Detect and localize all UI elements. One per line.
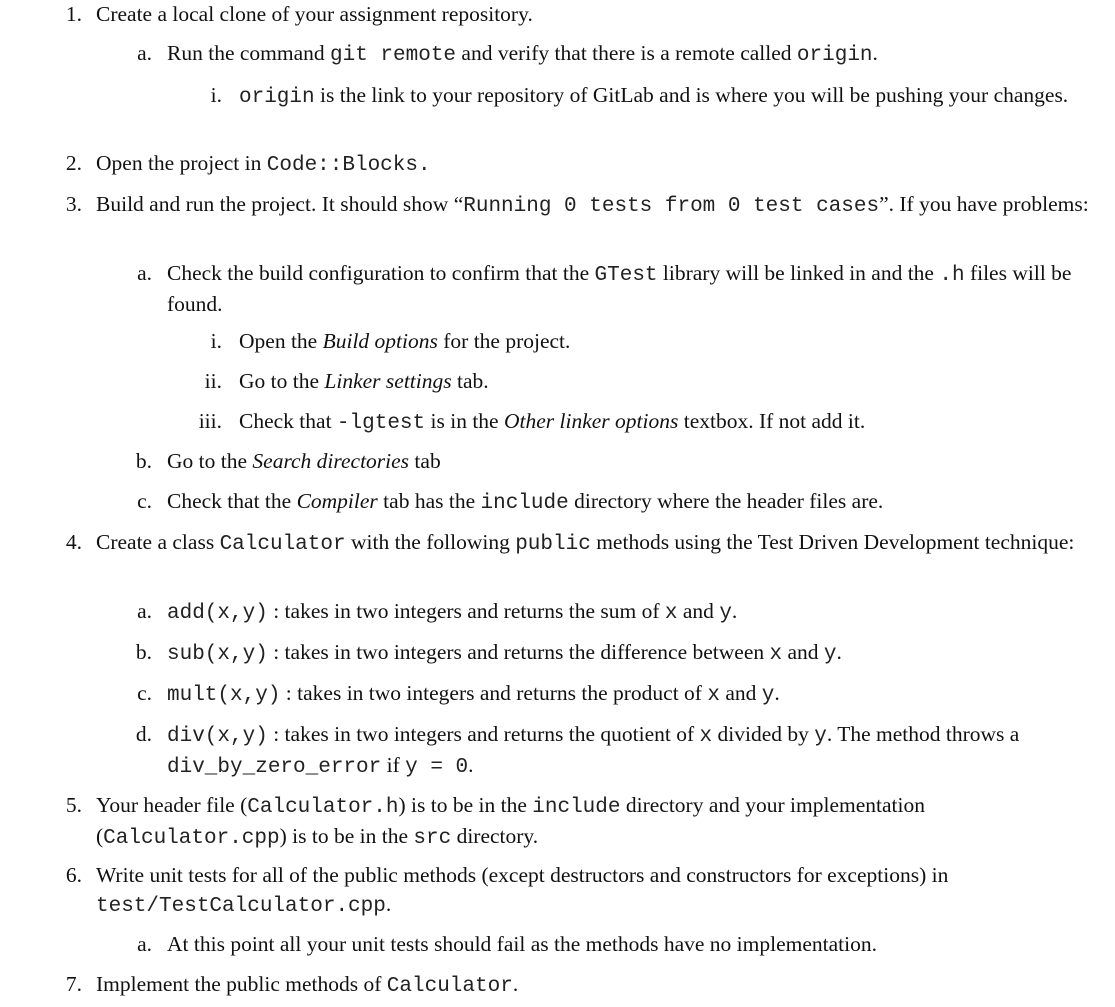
code-text: y = 0 (405, 756, 469, 779)
text-segment: tab (409, 449, 441, 473)
code-text: public (515, 533, 591, 556)
text-segment: . (731, 599, 738, 623)
text-segment: is the link to your repository of GitLab and is where you will be pushing your changes. (314, 83, 1069, 107)
text-segment: Check that the (167, 489, 297, 513)
code-text: origin (796, 44, 873, 67)
text-segment: Your header file ( (96, 793, 248, 817)
code-text: src (413, 827, 452, 850)
step-text (96, 861, 1101, 921)
code-text: test/TestCalculator.cpp (96, 895, 386, 918)
step-text (96, 0, 1101, 29)
code-text: .h (939, 264, 965, 287)
text-segment: Write unit tests for all of the public methods (except destructors and constructors for exceptions) in (96, 863, 949, 887)
code-text: -lgtest (336, 412, 426, 435)
text-segment: Create a class (96, 530, 220, 554)
list-marker: a. (137, 599, 152, 623)
text-segment: directory and your implementation ( (96, 793, 925, 848)
step-text (167, 679, 1087, 710)
code-text: y (719, 602, 732, 625)
code-text: y (814, 725, 827, 748)
code-text: Calculator.cpp (103, 827, 280, 850)
text-segment: directory where the header files are. (568, 489, 884, 513)
list-marker: a. (137, 932, 152, 956)
text-segment: and verify that there is a remote called (456, 41, 797, 65)
text-segment: if (381, 753, 406, 777)
text-segment: and (719, 681, 762, 705)
text-segment: ) is to be in the (279, 824, 414, 848)
text-segment: . (836, 640, 842, 664)
code-text: x (707, 684, 720, 707)
code-text: x (769, 643, 783, 666)
list-marker: a. (137, 41, 152, 65)
list-marker: c. (137, 489, 152, 513)
code-text: origin (239, 86, 315, 109)
list-marker: i. (210, 329, 222, 353)
emphasis-text: Compiler (296, 489, 378, 513)
code-text: x (699, 725, 713, 748)
text-segment: : takes in two integers and returns the difference between (267, 640, 770, 664)
list-marker: b. (135, 449, 152, 473)
text-segment: Go to the (239, 369, 325, 393)
text-segment: Open the project in (96, 151, 267, 175)
list-marker: 2. (65, 151, 82, 175)
text-segment: directory. (451, 824, 539, 848)
text-segment: Check that (239, 409, 337, 433)
step-text (239, 81, 1109, 112)
text-segment: : takes in two integers and returns the quotient of (267, 722, 700, 746)
step-text (167, 638, 1087, 669)
text-segment: divided by (712, 722, 815, 746)
code-text: y (823, 643, 837, 666)
text-segment: ”. If you have problems: (879, 192, 1089, 216)
code-text: mult(x,y) (167, 684, 281, 707)
step-text (96, 149, 1101, 180)
list-marker: 5. (65, 793, 82, 817)
text-segment: Check the build configuration to confirm that the (167, 261, 595, 285)
list-marker: a. (137, 261, 152, 285)
step-text (96, 190, 1101, 221)
code-text: Calculator (219, 533, 346, 556)
text-segment: Create a local clone of your assignment repository. (96, 2, 533, 26)
code-text: Calculator (386, 975, 513, 998)
code-text: x (664, 602, 678, 625)
step-text (167, 487, 1087, 518)
text-segment: Implement the public methods of (96, 972, 387, 996)
text-segment: . (872, 41, 878, 65)
code-text: include (532, 796, 621, 819)
list-marker: c. (137, 681, 152, 705)
list-marker: i. (210, 83, 222, 107)
text-segment: At this point all your unit tests should fail as the methods have no implementation. (167, 932, 878, 956)
text-segment: . (512, 972, 519, 996)
step-text (239, 407, 1109, 438)
emphasis-text: Build options (322, 329, 438, 353)
code-text: y (761, 684, 775, 707)
text-segment: Run the command (167, 41, 331, 65)
list-marker: 1. (65, 2, 82, 26)
code-text: Code::Blocks. (266, 154, 431, 177)
text-segment: ) is to be in the (398, 793, 533, 817)
text-segment: tab. (451, 369, 489, 393)
text-segment: : takes in two integers and returns the product of (280, 681, 708, 705)
step-text (96, 970, 1101, 1001)
text-segment: Open the (239, 329, 323, 353)
text-segment: for the project. (437, 329, 571, 353)
step-text (167, 720, 1087, 782)
text-segment: and (782, 640, 824, 664)
text-segment: textbox. If not add it. (678, 409, 866, 433)
step-text (96, 528, 1101, 559)
code-text: div(x,y) (167, 725, 268, 748)
text-segment: Build and run the project. It should show “ (96, 192, 464, 216)
code-text: GTest (594, 264, 658, 287)
list-marker: 3. (65, 192, 82, 216)
code-text: include (480, 492, 569, 515)
text-segment: . (774, 681, 780, 705)
text-segment: Go to the (167, 449, 253, 473)
code-text: add(x,y) (167, 602, 268, 625)
text-segment: . (385, 892, 392, 916)
list-marker: d. (135, 722, 152, 746)
emphasis-text: Linker settings (324, 369, 452, 393)
list-marker: iii. (198, 409, 222, 433)
text-segment: files will be found. (167, 261, 1072, 316)
text-segment: methods using the Test Driven Development technique: (590, 530, 1075, 554)
text-segment: tab has the (377, 489, 481, 513)
step-text (239, 367, 1109, 396)
code-text: sub(x,y) (167, 643, 268, 666)
text-segment: with the following (345, 530, 516, 554)
emphasis-text: Search directories (252, 449, 410, 473)
text-segment: and (677, 599, 720, 623)
code-text: div_by_zero_error (167, 756, 382, 779)
code-text: Calculator.h (247, 796, 399, 819)
list-marker: 6. (65, 863, 82, 887)
emphasis-text: Other linker options (503, 409, 679, 433)
list-marker: ii. (204, 369, 222, 393)
list-marker: 7. (65, 972, 82, 996)
code-text: Running 0 tests from 0 test cases (463, 195, 880, 218)
text-segment: library will be linked in and the (657, 261, 940, 285)
list-marker: b. (135, 640, 152, 664)
text-segment: : takes in two integers and returns the sum of (267, 599, 665, 623)
code-text: git remote (330, 44, 457, 67)
list-marker: 4. (65, 530, 82, 554)
step-text (167, 447, 1087, 476)
step-text (96, 791, 1101, 853)
step-text (167, 930, 1087, 959)
step-text (167, 259, 1087, 319)
step-text (167, 597, 1087, 628)
text-segment: . (468, 753, 474, 777)
text-segment: is in the (425, 409, 504, 433)
step-text (167, 39, 1087, 70)
step-text (239, 327, 1109, 356)
text-segment: . The method throws a (826, 722, 1020, 746)
